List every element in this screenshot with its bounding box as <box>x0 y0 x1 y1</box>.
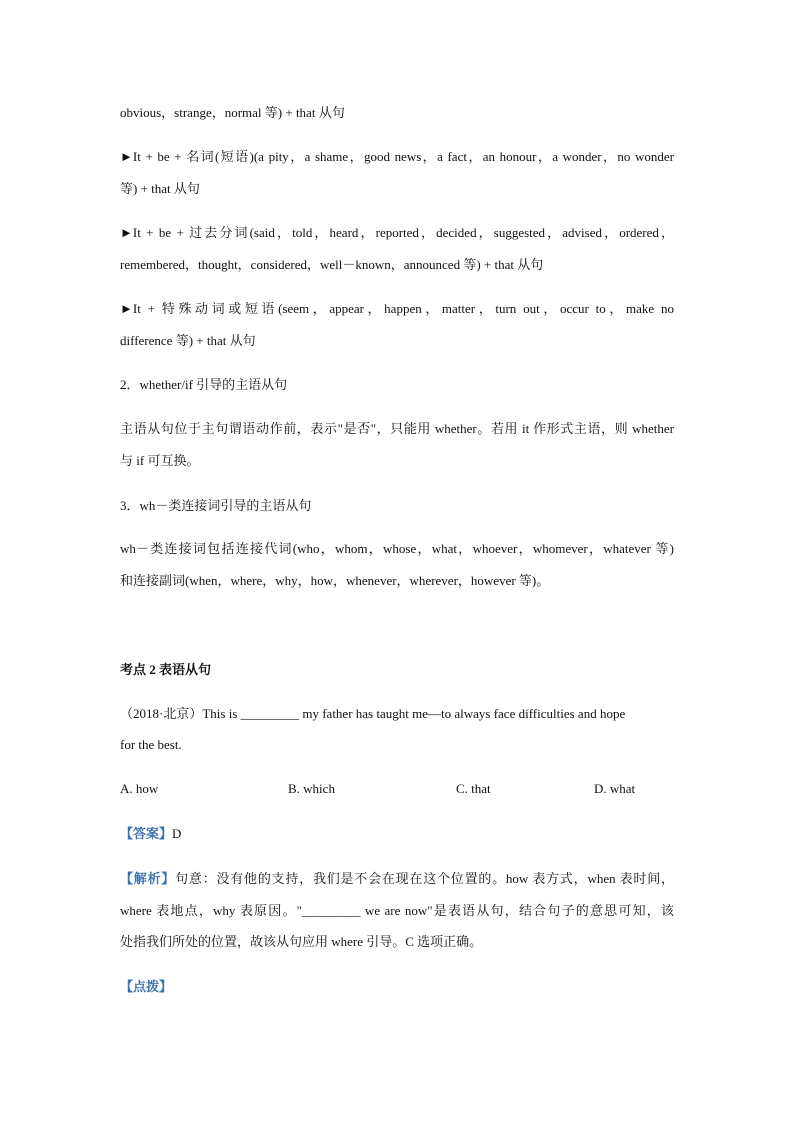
text-line: difference 等) + that 从句 <box>120 333 256 348</box>
subheading: 2．whether/if 引导的主语从句 <box>120 377 288 392</box>
answer-value: D <box>172 826 182 841</box>
text-line: ►It + be + 名词(短语)(a pity，a shame，good news，a fact，an honour，a wonder，no wonder <box>120 149 674 164</box>
question-text: （2018·北京）This is _________ my father has taught me—to always face difficulties and hope <box>120 706 626 721</box>
text-line: obvious，strange，normal 等) + that 从句 <box>120 105 345 120</box>
answer-label: 【答案】 <box>120 826 173 841</box>
text-line: ►It + 特殊动词或短语(seem，appear，happen，matter，turn out，occur to，make no <box>120 301 674 316</box>
text-line: 主语从句位于主句谓语动作前，表示"是否"，只能用 whether。若用 it 作形式主语，则 whether <box>120 421 674 436</box>
option-a: A. how <box>120 781 159 796</box>
option-b: B. which <box>288 781 335 796</box>
section-title: 考点 2 表语从句 <box>120 662 212 677</box>
subheading: 3．wh－类连接词引导的主语从句 <box>120 498 312 513</box>
option-c: C. that <box>456 781 491 796</box>
analysis-line <box>120 871 674 887</box>
analysis-text: 句意：没有他的支持，我们是不会在现在这个位置的。how 表方式，when 表时间， <box>175 871 674 886</box>
text-line: 与 if 可互换。 <box>120 453 200 468</box>
text-line: ►It + be + 过去分词(said，told，heard，reported，decided，suggested，advised，ordered， <box>120 225 674 240</box>
analysis-label: 【解析】 <box>120 871 176 886</box>
tip-line <box>120 979 172 995</box>
text-line: remembered，thought，considered，well－known，announced 等) + that 从句 <box>120 257 544 272</box>
tip-label: 【点拨】 <box>120 979 173 994</box>
analysis-line: where 表地点，why 表原因。"_________ we are now"是表语从句，结合句子的意思可知，该 <box>120 903 674 918</box>
question-text: for the best. <box>120 737 182 752</box>
text-line: wh－类连接词包括连接代词(who，whom，whose，what，whoever，whomever，whatever 等) <box>120 541 674 556</box>
text-line: 和连接副词(when，where，why，how，whenever，wherever，however 等)。 <box>120 573 550 588</box>
text-line: 等) + that 从句 <box>120 181 200 196</box>
option-d: D. what <box>594 781 636 796</box>
analysis-line: 处指我们所处的位置，故该从句应用 where 引导。C 选项正确。 <box>120 934 483 949</box>
answer-line <box>120 826 181 842</box>
